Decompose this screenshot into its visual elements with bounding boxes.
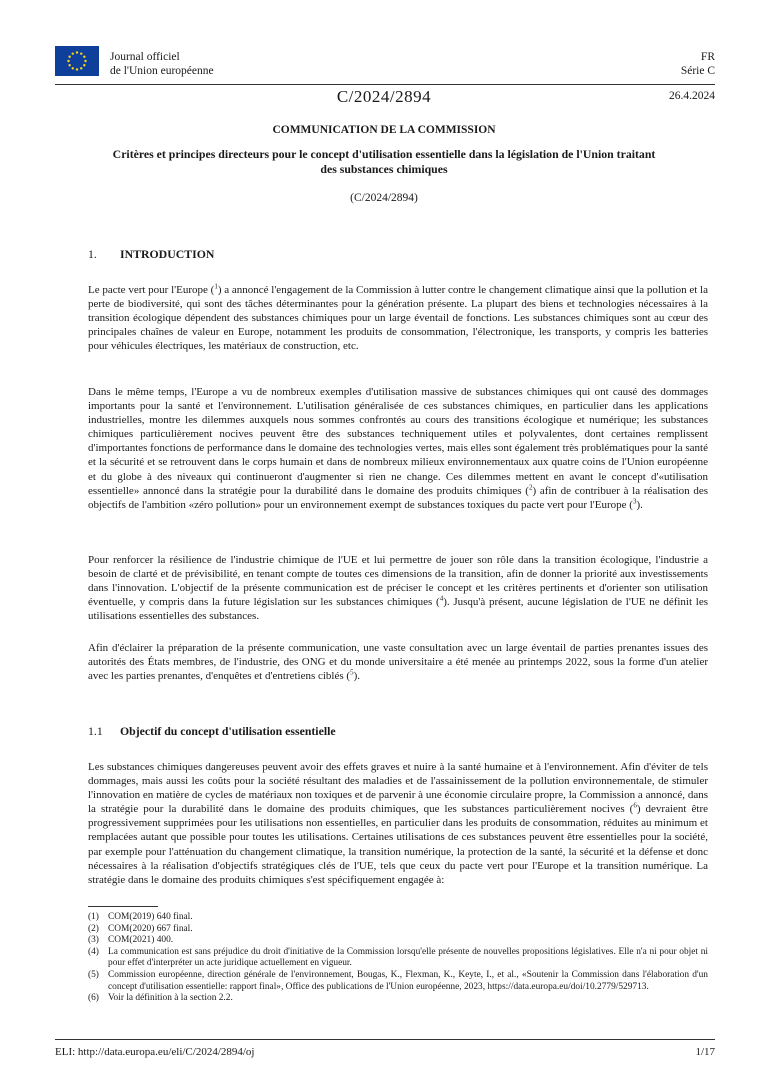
page-number: 1/17 [695,1046,715,1058]
footnote-ref[interactable]: 4 [439,594,444,603]
series-label: Série C [680,65,715,77]
footnote: (1) COM(2019) 640 final. [88,912,193,922]
communication-heading: COMMUNICATION DE LA COMMISSION [272,124,496,136]
document-title: Critères et principes directeurs pour le concept d'utilisation essentielle dans la législation de l'Union traitant des substances chimiques [112,147,656,176]
footnote: (4) La communication est sans préjudice du droit d'initiative de la Commission lorsqu'elle présente de nouvelles propositions législatives. Elle n'a ni pour objet ni pour effet d'interpréter un acte juridique actuellement en vigueur. [88,946,708,969]
paragraph-5: Les substances chimiques dangereuses peuvent avoir des effets graves et nuire à la santé humaine et à l'environnement. Afin d'éviter de tels dommages, mais aussi les coûts pour la société résultant des maladies et de l'assainissement de la pollution environnementale, de stimuler l'innovation en matière de cycles de matériaux non toxiques et de parvenir à une économie circulaire propre, la Commission a annoncé, dans la stratégie pour la durabilité dans le domaine des produits chimiques, que les substances particulièrement nocives ($^6$) devraient être progressivement supprimées pour les utilisations non essentielles, en particulier dans les produits de consommation, réduites au minimum et remplacées autant que possible pour toutes les utilisations. Certaines utilisations de ces substances peuvent être essentielles pour la société, par exemple pour l'atténuation du changement climatique, la transition numérique, la protection de la santé, la sécurité et la défense et donc nécessaires à la réalisation d'objectifs stratégiques clés de l'UE, tels que ceux du pacte vert pour l'Europe et la transition numérique. La stratégie dans le domaine des produits chimiques s'est spécifiquement engagée à: [88,761,708,886]
eli-link[interactable]: ELI: http://data.europa.eu/eli/C/2024/2894/oj [55,1046,255,1058]
section-heading-objective [88,724,336,739]
footnote-divider [88,906,158,907]
section-title: Objectif du concept d'utilisation essentielle [120,724,336,738]
section-number: 1. [88,247,97,261]
section-number: 1.1 [88,724,103,738]
footnote: (3) COM(2021) 400. [88,935,174,946]
paragraph-4: Afin d'éclairer la préparation de la présente communication, une vaste consultation avec un large éventail de parties prenantes issues des autorités des États membres, de l'industrie, des ONG et du monde universitaire a été menée au printemps 2022, sous la forme d'un atelier avec les parties prenantes, d'enquêtes et d'entretiens ciblés ($^5$). [88,642,708,683]
document-reference: (C/2024/2894) [350,192,418,204]
paragraph-1: Le pacte vert pour l'Europe ($^1$) a annoncé l'engagement de la Commission à lutter contre le changement climatique ainsi que la pollution et la perte de biodiversité, qui sont des tâches déterminantes pour la génération présente. La plupart des biens et technologies nécessaires à la transition écologique dépendent des substances chimiques pour un large éventail de fonctions. Les substances chimiques sont au cœur des principales chaînes de valeur en Europe, notamment les produits de consommation, l'électronique, les transports, y compris les batteries pour véhicules électriques, les matériaux de construction, etc. [88,282,708,353]
footnote: (6) Voir la définition à la section 2.2. [88,993,233,1004]
footnote: (2) COM(2020) 667 final. [88,923,193,934]
paragraph-3: Pour renforcer la résilience de l'industrie chimique de l'UE et lui permettre de jouer son rôle dans la transition écologique, l'industrie a besoin de clarté et de prévisibilité, en tenant compte de toutes ces dimensions de la transition, afin de donner la priorité aux investissements dans l'innovation. L'objectif de la présente communication est de préciser le concept et les critères pertinents et d'orienter son utilisation éventuelle, y compris dans la future législation sur les substances chimiques ($^4$). Jusqu'à présent, aucune législation de l'UE ne définit les utilisations essentielles des substances. [88,554,708,623]
footnote: (5) Commission européenne, direction générale de l'environnement, Bougas, K., Flexman, K., Keyte, I., et al., «Soutenir la Commission dans l'élaboration d'un concept d'utilisation essentielle: rapport final», Office des publications de l'Union européenne, 2023, https://data.europa.eu/doi/10.2779/529713. [88,969,708,992]
header-divider [55,84,715,85]
journal-title [110,50,214,78]
language-code: FR [700,51,715,63]
footnote-ref[interactable]: 1 [214,282,218,291]
language-series [681,50,715,78]
footnote-ref[interactable]: 3 [632,497,637,506]
eu-flag-icon [55,46,99,76]
section-heading-introduction [88,247,214,262]
document-number: C/2024/2894 [336,87,432,106]
journal-line-1: Journal officiel [110,51,180,63]
footnote-ref[interactable]: 5 [350,668,354,677]
publication-date: 26.4.2024 [669,90,715,102]
footnote-ref[interactable]: 2 [528,483,533,491]
section-title: INTRODUCTION [120,247,215,261]
footnote-ref[interactable]: 6 [633,801,637,810]
journal-header [55,46,715,80]
paragraph-2: Dans le même temps, l'Europe a vu de nombreux exemples d'utilisation massive de substances chimiques qui ont causé des dommages importants pour la santé et l'environnement. L'utilisation généralisée de ces substances chimiques, en particulier dans les applications industrielles, montre les dilemmes auxquels nous sommes confrontés au cours des transitions écologique et numérique; les substances chimiques particulièrement nocives peuvent être des substances techniquement utiles et polyvalentes, dont certaines remplissent d'importantes fonctions de performance dans le domaine des technologies vertes, mais elles sont également très problématiques pour la santé et la sécurité et se retrouvent dans le corps humain et dans de nombreux milieux environnementaux aux quatre coins de l'Union européenne et du globe à des niveaux qui continueront d'augmenter si rien ne change. Ces dilemmes mettent en avant le concept d'«utilisation essentielle» annoncé dans la stratégie pour la durabilité dans le domaine des produits chimiques ($^2$) afin de contribuer à la réalisation des objectifs de l'ambition «zéro pollution» pour un environnement exempt de substances toxiques du pacte vert pour l'Europe ($^3$). [88,386,708,511]
footnotes [88,912,708,1005]
journal-line-2: de l'Union européenne [110,65,214,77]
footer-divider [55,1039,715,1040]
